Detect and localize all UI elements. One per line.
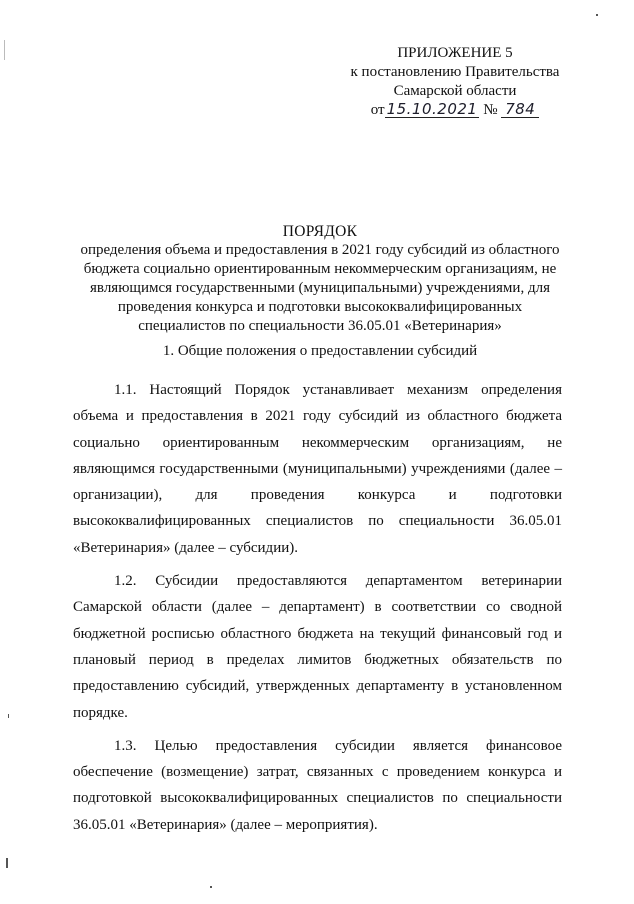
scan-speck [596, 14, 598, 16]
scan-speck [210, 886, 212, 888]
paragraph-1-1: 1.1. Настоящий Порядок устанавливает механизм определения объема и предоставления в 2021 году субсидий из областного бюджета социально ориентированным некоммерческим организациям, не являющимся государственными (муниципальными) учреждениями (далее – организации), для проведения конкурса и подготовки высококвалифицированных специалистов по специальности 36.05.01 «Ветеринария» (далее – субсидии). [73, 382, 562, 556]
resolution-line: к постановлению Правительства [350, 64, 560, 80]
document-body [73, 377, 562, 845]
document-title [40, 222, 600, 336]
paragraph-1-2: 1.2. Субсидии предоставляются департаментом ветеринарии Самарской области (далее – департамент) в соответствии со сводной бюджетной росписью областного бюджета на текущий финансовый год и плановый период в пределах лимитов бюджетных обязательств по предоставлению субсидий, утвержденных департаменту в установленном порядке. [73, 573, 562, 721]
appendix-header [330, 44, 580, 120]
scan-speck [8, 714, 9, 718]
section-heading: 1. Общие положения о предоставлении субсидий [162, 343, 478, 359]
title-line: специалистов по специальности 36.05.01 «Ветеринария» [138, 318, 502, 334]
handwritten-number: 784 [501, 101, 539, 118]
title-line: проведения конкурса и подготовки высококвалифицированных [117, 299, 523, 315]
scan-speck [4, 40, 5, 60]
paragraph-1-3: 1.3. Целью предоставления субсидии является финансовое обеспечение (возмещение) затрат, связанных с проведением конкурса и подготовкой высококвалифицированных специалистов по специальности 36.05.01 «Ветеринария» (далее – мероприятия). [73, 737, 562, 833]
scan-speck [6, 858, 8, 868]
title-line: являющимся государственными (муниципальными) учреждениями, для [90, 280, 550, 296]
region-line: Самарской области [393, 83, 517, 99]
number-prefix: № [483, 102, 498, 118]
title-line: определения объема и предоставления в 2021 году субсидий из областного [80, 242, 560, 258]
date-prefix: от [370, 102, 385, 118]
title-line: бюджета социально ориентированным некоммерческим организациям, не [83, 261, 557, 277]
date-number-line [330, 101, 580, 120]
handwritten-date: 15.10.2021 [386, 100, 478, 118]
title-main: ПОРЯДОК [282, 223, 358, 240]
appendix-title: ПРИЛОЖЕНИЕ 5 [397, 45, 513, 61]
